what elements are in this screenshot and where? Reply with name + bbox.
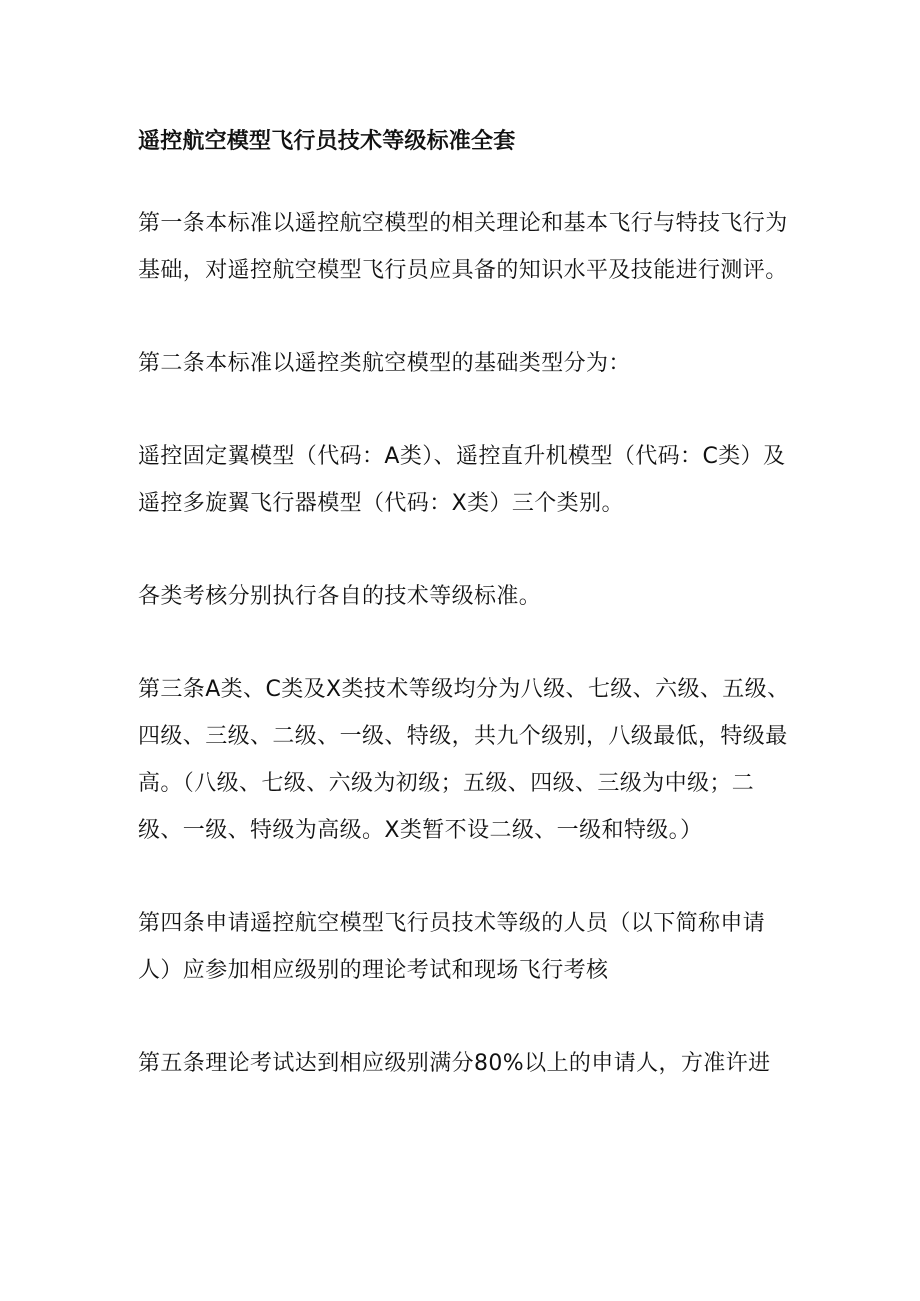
article-1-paragraph: 第一条本标准以遥控航空模型的相关理论和基本飞行与特技飞行为基础，对遥控航空模型飞行员应具备的知识水平及技能进行测评。	[138, 211, 788, 283]
document-body	[138, 122, 798, 1133]
assessment-standard-paragraph: 各类考核分别执行各自的技术等级标准。	[138, 584, 542, 609]
model-categories-paragraph: 遥控固定翼模型（代码：A类）、遥控直升机模型（代码：C类）及遥控多旋翼飞行器模型（代码：X类）三个类别。	[138, 444, 786, 516]
article-4-paragraph: 第四条申请遥控航空模型飞行员技术等级的人员（以下简称申请人）应参加相应级别的理论考试和现场飞行考核	[138, 911, 766, 983]
document-title: 遥控航空模型飞行员技术等级标准全套	[138, 129, 516, 154]
article-5-paragraph: 第五条理论考试达到相应级别满分80%以上的申请人，方准许进	[138, 1051, 771, 1076]
article-3-paragraph: 第三条A类、C类及X类技术等级均分为八级、七级、六级、五级、四级、三级、二级、一级、特级，共九个级别，八级最低，特级最高。（八级、七级、六级为初级；五级、四级、三级为中级；二级、一级、特级为高级。X类暂不设二级、一级和特级。）	[138, 677, 790, 843]
article-2-paragraph: 第二条本标准以遥控类航空模型的基础类型分为：	[138, 351, 631, 376]
